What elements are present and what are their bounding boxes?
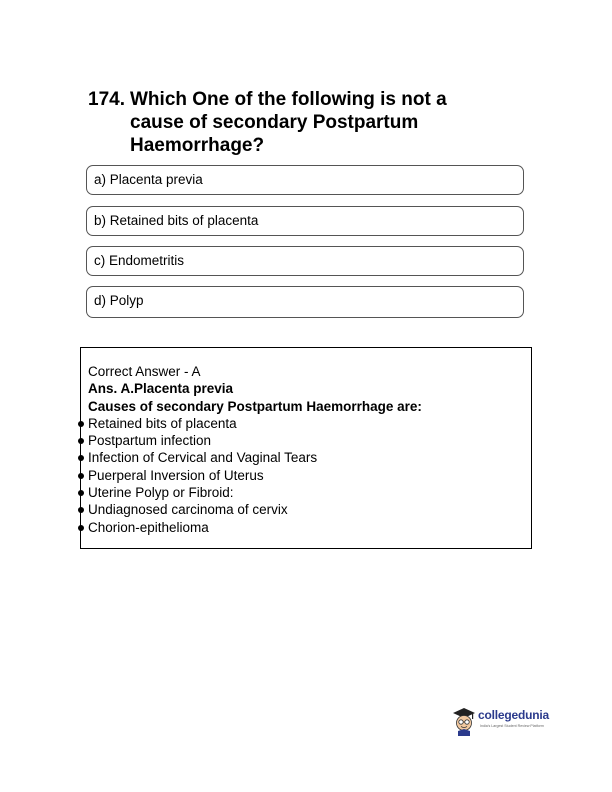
logo-tagline: India's Largest Student Review Platform [480,724,544,728]
collegedunia-logo[interactable] [452,707,552,737]
option-d[interactable]: d) Polyp [86,286,524,318]
question-text: Which One of the following is not a cause of secondary Postpartum Haemorrhage? [130,89,447,156]
list-item: Puerperal Inversion of Uterus [88,467,528,484]
list-item: Undiagnosed carcinoma of cervix [88,501,528,518]
bullet-icon [78,455,84,461]
bullet-icon [78,490,84,496]
bullet-icon [78,421,84,427]
bullet-icon [78,473,84,479]
list-item: Postpartum infection [88,432,528,449]
list-item: Uterine Polyp or Fibroid: [88,484,528,501]
answer-content [88,363,528,536]
graduate-mascot-icon [452,707,476,737]
answer-line: Ans. A.Placenta previa [88,381,234,397]
option-a[interactable]: a) Placenta previa [86,165,524,195]
list-item: Retained bits of placenta [88,415,528,432]
option-b[interactable]: b) Retained bits of placenta [86,206,524,236]
list-item: Infection of Cervical and Vaginal Tears [88,449,528,466]
logo-brand: collegedunia [478,708,549,722]
question-number: 174. [88,89,125,110]
causes-list [88,415,528,536]
correct-answer-line: Correct Answer - A [88,364,201,379]
causes-heading: Causes of secondary Postpartum Haemorrhage are: [88,398,422,414]
bullet-icon [78,438,84,444]
answer-box [80,347,532,549]
bullet-icon [78,525,84,531]
list-item: Chorion-epithelioma [88,519,528,536]
option-c[interactable]: c) Endometritis [86,246,524,276]
bullet-icon [78,507,84,513]
